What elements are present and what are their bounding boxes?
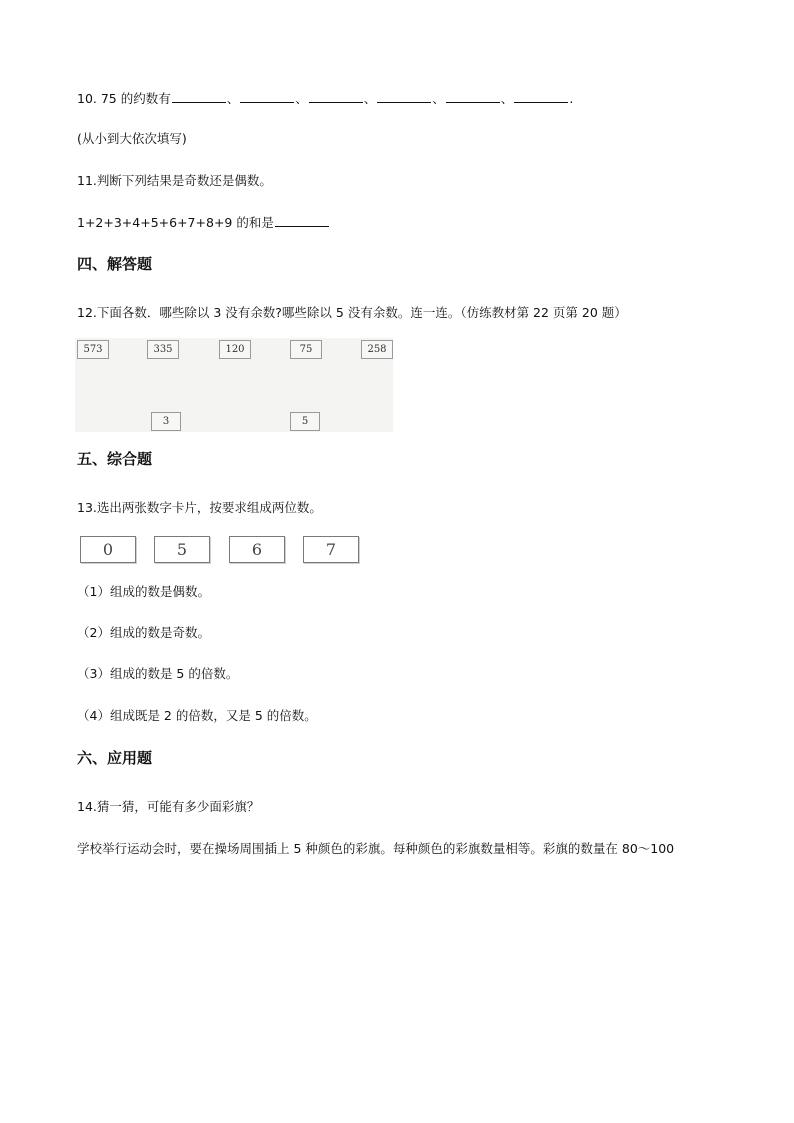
digit-card: 6 xyxy=(229,536,285,563)
end-period: . xyxy=(569,91,574,106)
question-13-part-4: （4）组成既是 2 的倍数，又是 5 的倍数。 xyxy=(77,708,317,723)
digit-card: 0 xyxy=(80,536,136,563)
question-13-part-3: （3）组成的数是 5 的倍数。 xyxy=(77,666,239,681)
divisor-card: 5 xyxy=(290,412,320,431)
separator: 、 xyxy=(432,91,445,106)
divisor-card: 3 xyxy=(151,412,181,431)
answer-blank[interactable] xyxy=(514,90,568,103)
question-13-part-2: （2）组成的数是奇数。 xyxy=(77,625,210,640)
separator: 、 xyxy=(363,91,377,106)
answer-blank[interactable] xyxy=(172,90,226,103)
question-14-title: 14.猜一猜，可能有多少面彩旗？ xyxy=(77,799,260,814)
separator: 、 xyxy=(500,91,514,106)
answer-blank[interactable] xyxy=(377,90,431,103)
digit-card: 5 xyxy=(154,536,210,563)
separator: 、 xyxy=(226,91,240,106)
question-14-text: 学校举行运动会时，要在操场周围插上 5 种颜色的彩旗。每种颜色的彩旗数量相等。彩旗的数量在 80～100 xyxy=(77,841,675,856)
answer-blank[interactable] xyxy=(446,90,500,103)
question-10 xyxy=(77,90,573,107)
answer-blank[interactable] xyxy=(240,90,294,103)
question-13-title: 13.选出两张数字卡片，按要求组成两位数。 xyxy=(77,500,322,515)
number-card: 573 xyxy=(77,340,109,359)
question-10-note: (从小到大依次填写) xyxy=(77,131,187,146)
answer-blank[interactable] xyxy=(275,214,329,227)
question-11-expression-text: 1+2+3+4+5+6+7+8+9 的和是 xyxy=(77,215,274,230)
number-card: 335 xyxy=(147,340,179,359)
section-heading-6: 六、应用题 xyxy=(77,749,153,767)
question-13-part-1: （1）组成的数是偶数。 xyxy=(77,584,210,599)
question-11-title: 11.判断下列结果是奇数还是偶数。 xyxy=(77,173,272,188)
number-card: 258 xyxy=(361,340,393,359)
number-card: 120 xyxy=(219,340,251,359)
number-card: 75 xyxy=(290,340,322,359)
question-11-expression xyxy=(77,214,330,231)
answer-blank[interactable] xyxy=(309,90,363,103)
separator: 、 xyxy=(295,91,308,106)
section-heading-4: 四、解答题 xyxy=(77,255,153,273)
question-12-title: 12.下面各数．哪些除以 3 没有余数?哪些除以 5 没有余数。连一连。（仿练教材第 22 页第 20 题） xyxy=(77,305,627,320)
digit-card: 7 xyxy=(303,536,359,563)
question-12-figure xyxy=(75,338,393,432)
section-heading-5: 五、综合题 xyxy=(77,450,153,468)
question-10-prefix: 10. 75 的约数有 xyxy=(77,91,171,106)
